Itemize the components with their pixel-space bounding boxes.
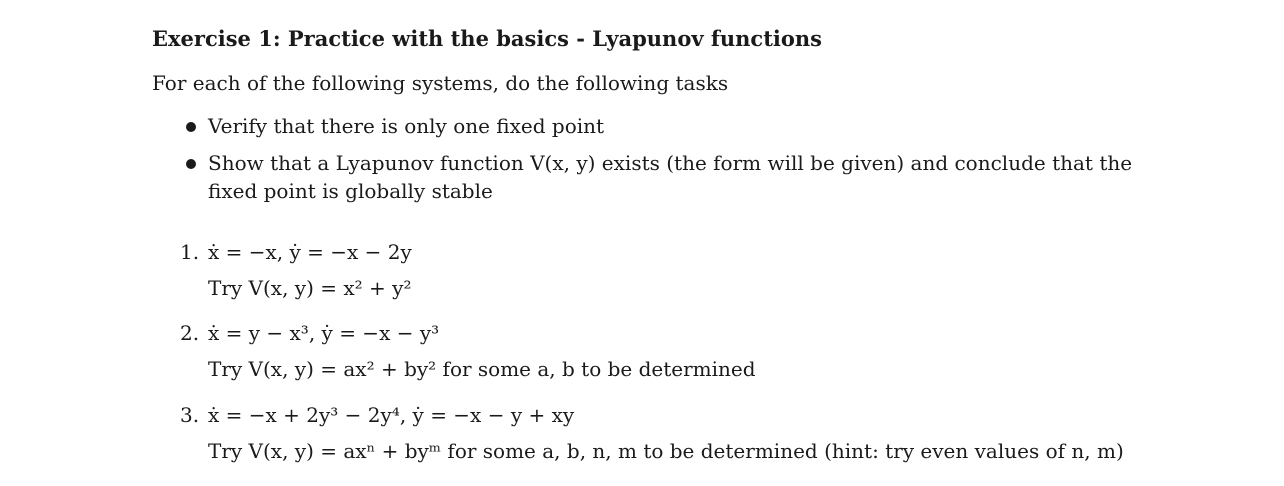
task-item: Show that a Lyapunov function V(x, y) exists (the form will be given) and conclude that the fixed point is globally stable [208, 151, 1133, 203]
system-hint: Try V(x, y) = axⁿ + byᵐ for some a, b, n, m to be determined (hint: try even values of n, m) [208, 439, 1124, 463]
system-number: 3. [180, 403, 200, 427]
bullet-dot [186, 122, 196, 132]
task-item: Verify that there is only one fixed point [208, 114, 605, 138]
exercise-title: Exercise 1: Practice with the basics - Lyapunov functions [152, 26, 822, 51]
system-equation: ẋ = −x + 2y³ − 2y⁴, ẏ = −x − y + xy [208, 403, 575, 427]
system-number: 2. [180, 321, 200, 345]
exercise-intro: For each of the following systems, do the following tasks [152, 71, 729, 95]
system-equation: ẋ = −x, ẏ = −x − 2y [208, 240, 412, 264]
system-hint: Try V(x, y) = x² + y² [208, 276, 412, 300]
system-hint: Try V(x, y) = ax² + by² for some a, b to be determined [208, 357, 756, 381]
system-equation: ẋ = y − x³, ẏ = −x − y³ [208, 321, 440, 345]
bullet-dot [186, 159, 196, 169]
system-number: 1. [180, 240, 200, 264]
